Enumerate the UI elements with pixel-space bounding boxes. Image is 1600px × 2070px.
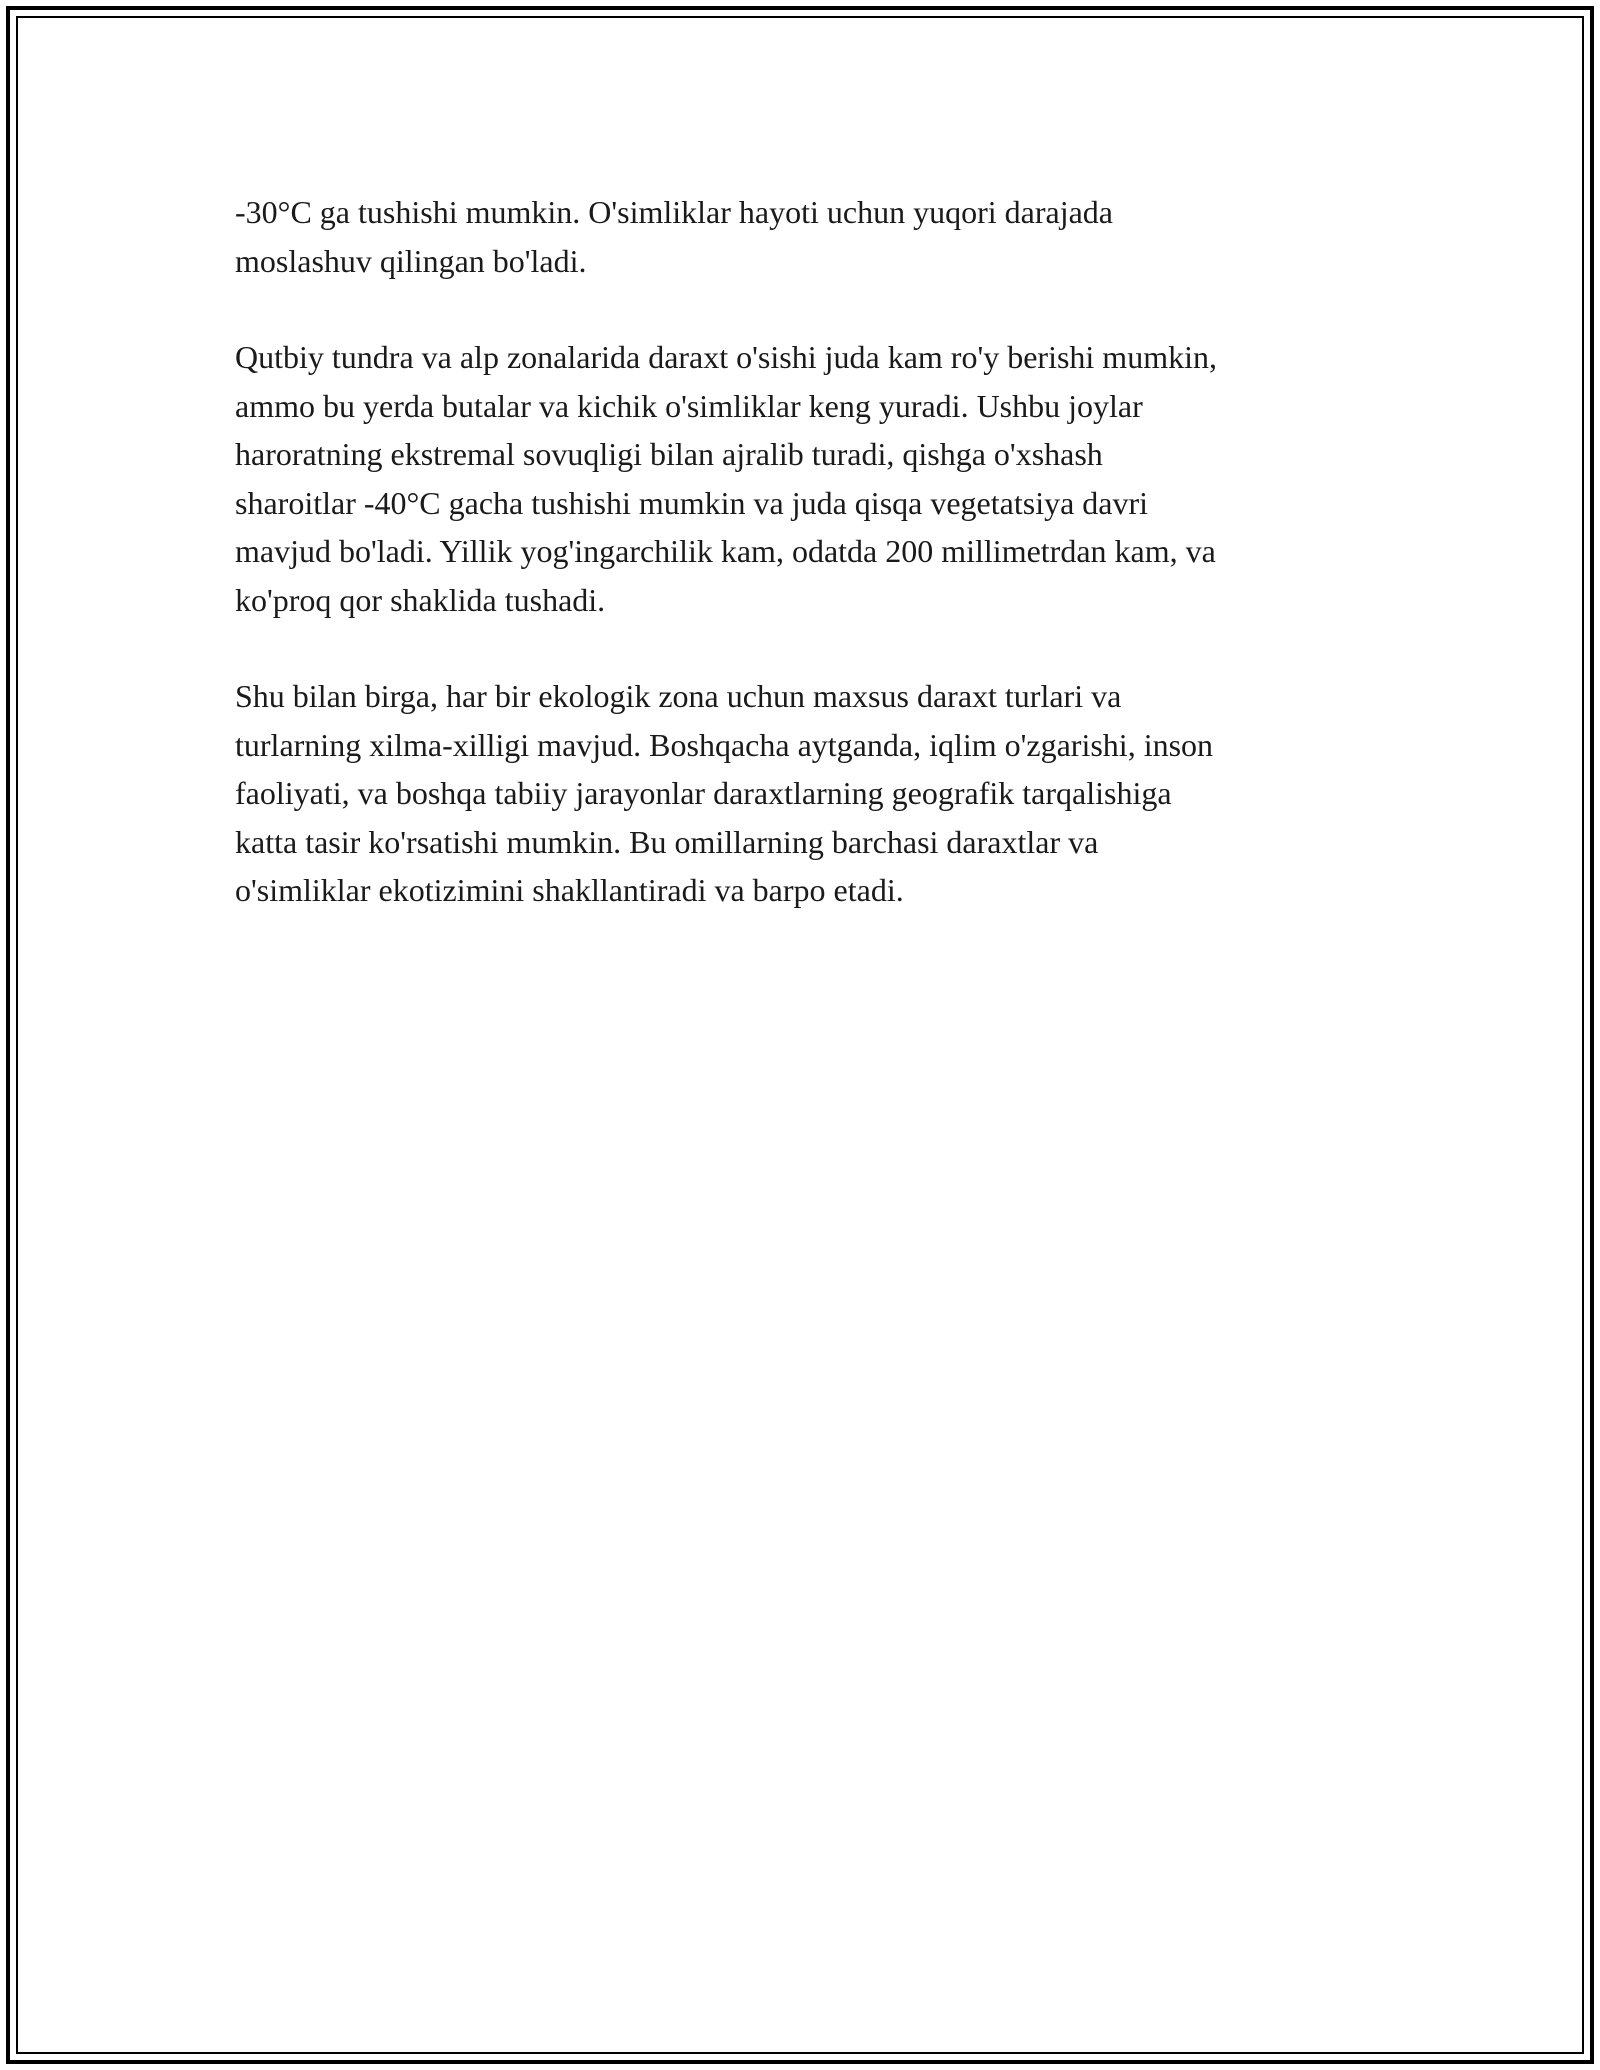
- paragraph-1: [235, 188, 1385, 285]
- document-body: [235, 188, 1385, 963]
- paragraph-line: mavjud bo'ladi. Yillik yog'ingarchilik kam, odatda 200 millimetrdan kam, va: [235, 533, 1216, 569]
- paragraph-3: [235, 672, 1385, 915]
- paragraph-line: Shu bilan birga, har bir ekologik zona uchun maxsus daraxt turlari va: [235, 678, 1122, 714]
- paragraph-line: katta tasir ko'rsatishi mumkin. Bu omillarning barchasi daraxtlar va: [235, 823, 1099, 860]
- paragraph-line: Qutbiy tundra va alp zonalarida daraxt o'sishi juda kam ro'y berishi mumkin,: [235, 339, 1217, 375]
- paragraph-2: [235, 333, 1385, 624]
- paragraph-line: faoliyati, va boshqa tabiiy jarayonlar daraxtlarning geografik tarqalishiga: [235, 775, 1172, 811]
- paragraph-line: haroratning ekstremal sovuqligi bilan ajralib turadi, qishga o'xshash: [235, 436, 1103, 472]
- paragraph-line: o'simliklar ekotizimini shakllantiradi va barpo etadi.: [235, 872, 904, 908]
- paragraph-line: moslashuv qilingan bo'ladi.: [235, 242, 587, 279]
- paragraph-line: sharoitlar -40°C gacha tushishi mumkin va juda qisqa vegetatsiya davri: [235, 484, 1149, 521]
- paragraph-line: -30°C ga tushishi mumkin. O'simliklar hayoti uchun yuqori darajada: [235, 194, 1113, 230]
- paragraph-line: turlarning xilma-xilligi mavjud. Boshqacha aytganda, iqlim o'zgarishi, inson: [235, 726, 1214, 763]
- paragraph-line: ammo bu yerda butalar va kichik o'simliklar keng yuradi. Ushbu joylar: [235, 387, 1143, 424]
- paragraph-line: ko'proq qor shaklida tushadi.: [235, 581, 606, 618]
